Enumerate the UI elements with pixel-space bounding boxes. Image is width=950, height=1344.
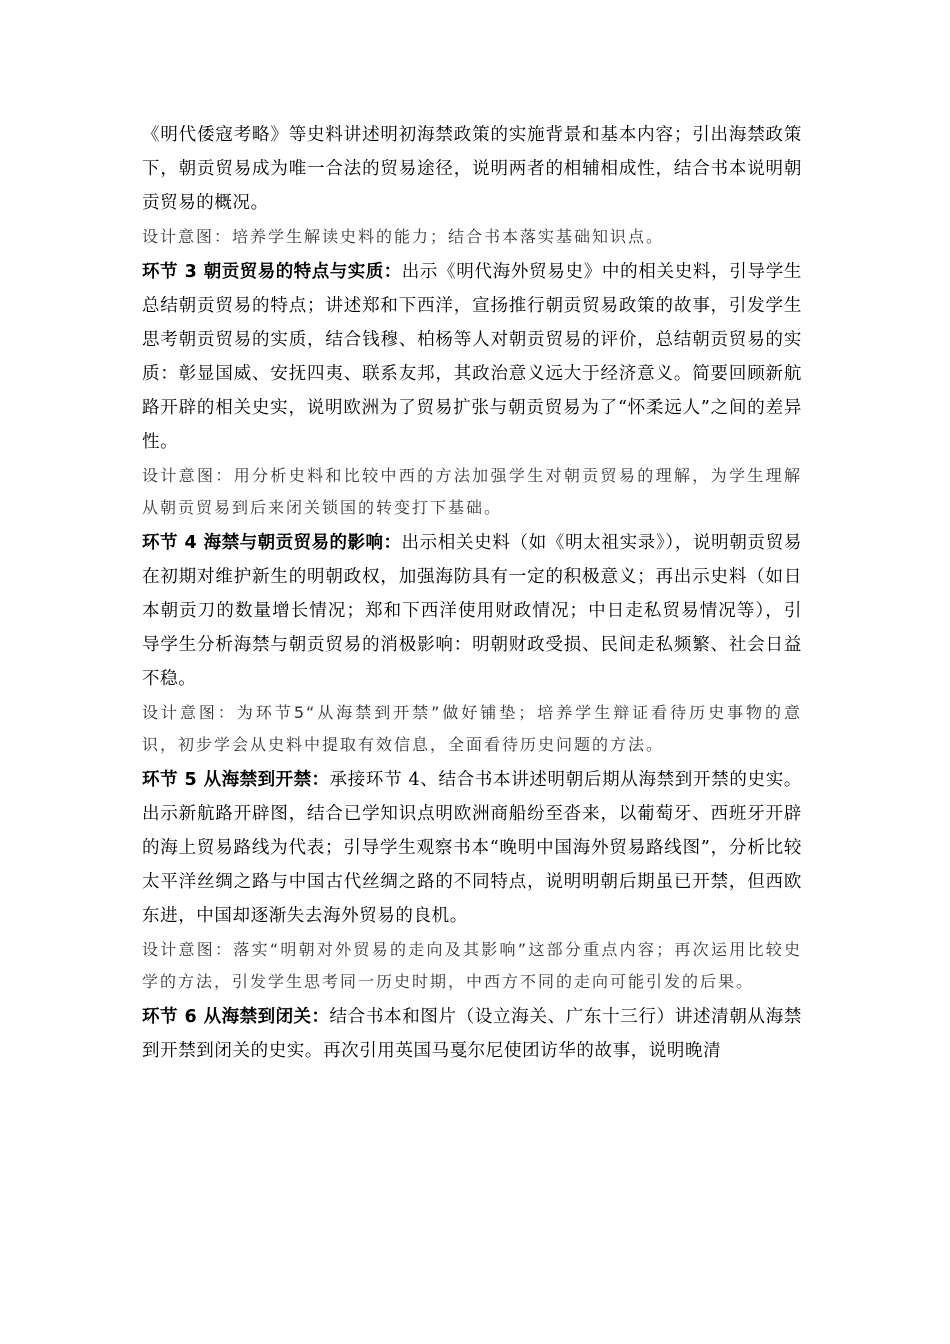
section-step-6 — [142, 1000, 802, 1068]
paragraph-text: 出示相关史料（如《明太祖实录》），说明朝贡贸易在初期对维护新生的明朝政权，加强海防具有一定的积极意义；再出示史料（如日本朝贡刀的数量增长情况；郑和下西洋使用财政情况；中日走私贸易情况等），引导学生分析海禁与朝贡贸易的消极影响：明朝财政受损、民间走私频繁、社会日益不稳。 — [142, 533, 802, 689]
section-heading: 环节 5 从海禁到开禁： — [142, 770, 330, 790]
section-step-4 — [142, 526, 802, 696]
design-intent-text: 设计意图：落实“明朝对外贸易的走向及其影响”这部分重点内容；再次运用比较史学的方法，引发学生思考同一历史时期，中西方不同的走向可能引发的后果。 — [142, 940, 802, 991]
design-intent-2 — [142, 460, 802, 524]
section-heading: 环节 3 朝贡贸易的特点与实质： — [142, 262, 402, 282]
design-intent-text: 设计意图：用分析史料和比较中西的方法加强学生对朝贡贸易的理解，为学生理解从朝贡贸易到后来闭关锁国的转变打下基础。 — [142, 466, 802, 517]
paragraph-text: 出示《明代海外贸易史》中的相关史料，引导学生总结朝贡贸易的特点；讲述郑和下西洋，宣扬推行朝贡贸易政策的故事，引发学生思考朝贡贸易的实质，结合钱穆、柏杨等人对朝贡贸易的评价，总结朝贡贸易的实质：彰显国威、安抚四夷、联系友邦，其政治意义远大于经济意义。简要回顾新航路开辟的相关史实，说明欧洲为了贸易扩张与朝贡贸易为了“怀柔远人”之间的差异性。 — [142, 262, 802, 452]
document-page — [142, 118, 802, 1069]
paragraph-text: 结合书本和图片（设立海关、广东十三行）讲述清朝从海禁到开禁到闭关的史实。再次引用英国马戛尔尼使团访华的故事，说明晚清 — [142, 1007, 802, 1061]
paragraph-text: 承接环节 4、结合书本讲述明朝后期从海禁到开禁的史实。出示新航路开辟图，结合已学知识点明欧洲商船纷至沓来，以葡萄牙、西班牙开辟的海上贸易路线为代表；引导学生观察书本“晚明中国海外贸易路线图”，分析比较太平洋丝绸之路与中国古代丝绸之路的不同特点，说明明朝后期虽已开禁，但西欧东进，中国却逐渐失去海外贸易的良机。 — [142, 770, 802, 926]
design-intent-text: 设计意图：为环节5“从海禁到开禁”做好铺垫；培养学生辩证看待历史事物的意识，初步学会从史料中提取有效信息，全面看待历史问题的方法。 — [142, 703, 802, 754]
paragraph-text: 《明代倭寇考略》等史料讲述明初海禁政策的实施背景和基本内容；引出海禁政策下，朝贡贸易成为唯一合法的贸易途径，说明两者的相辅相成性，结合书本说明朝贡贸易的概况。 — [142, 125, 802, 213]
section-heading: 环节 6 从海禁到闭关： — [142, 1007, 330, 1027]
paragraph-haijin-background — [142, 118, 802, 220]
design-intent-4 — [142, 934, 802, 998]
design-intent-text: 设计意图：培养学生解读史料的能力；结合书本落实基础知识点。 — [142, 227, 665, 246]
design-intent-1 — [142, 221, 802, 253]
design-intent-3 — [142, 697, 802, 761]
section-step-5 — [142, 763, 802, 933]
section-step-3 — [142, 255, 802, 459]
section-heading: 环节 4 海禁与朝贡贸易的影响： — [142, 533, 402, 553]
